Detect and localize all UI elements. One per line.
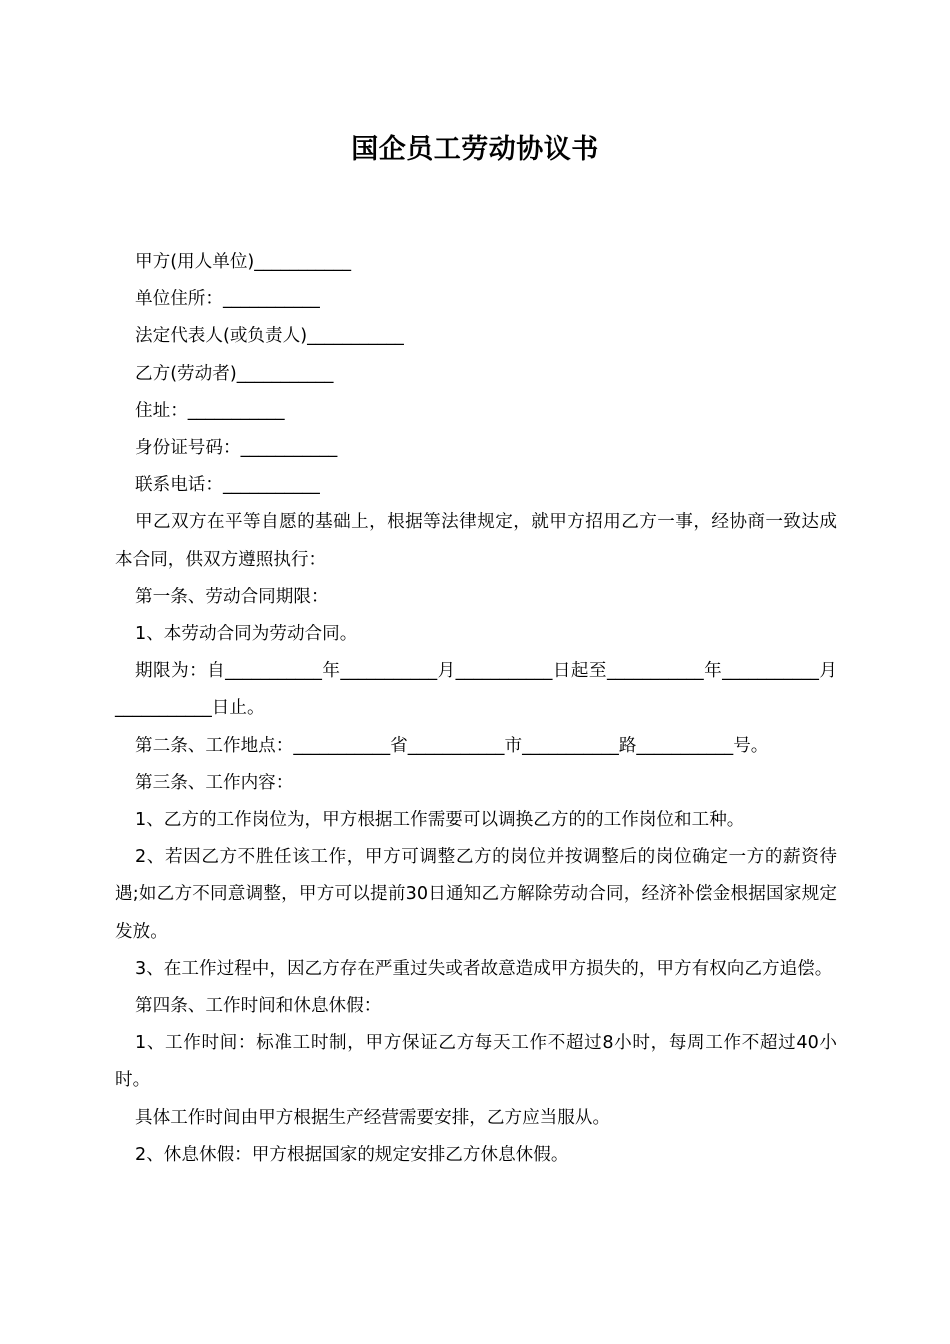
employee-address-line: 住址：___________ [135, 400, 285, 421]
preamble-paragraph: 甲乙双方在平等自愿的基础上，根据等法律规定，就甲方招用乙方一事，经协商一致达成本合同，供双方遵照执行： [115, 512, 837, 570]
article-3-clause-3: 3、在工作过程中，因乙方存在严重过失或者故意造成甲方损失的，甲方有权向乙方追偿。 [135, 958, 833, 979]
article-1-heading: 第一条、劳动合同期限： [135, 586, 329, 607]
contract-term-line: 期限为：自___________年___________月___________日起至___________年___________月___________日止。 [115, 661, 837, 719]
document-body [115, 244, 837, 1174]
document-title: 国企员工劳动协议书 [351, 134, 599, 165]
article-3-clause-2: 2、若因乙方不胜任该工作，甲方可调整乙方的岗位并按调整后的岗位确定一方的薪资待遇;如乙方不同意调整，甲方可以提前30日通知乙方解除劳动合同，经济补偿金根据国家规定发放。 [115, 847, 837, 942]
legal-representative-line: 法定代表人(或负责人)___________ [135, 326, 404, 347]
article-2-work-location: 第二条、工作地点：___________省___________市___________路___________号。 [135, 735, 769, 756]
employer-address-line: 单位住所：___________ [135, 289, 320, 310]
article-4-work-schedule-note: 具体工作时间由甲方根据生产经营需要安排，乙方应当服从。 [135, 1107, 611, 1128]
party-b-employee-line: 乙方(劳动者)___________ [135, 363, 334, 384]
article-4-clause-1: 1、工作时间：标准工时制，甲方保证乙方每天工作不超过8小时，每周工作不超过40小时。 [115, 1033, 837, 1091]
article-4-clause-2: 2、休息休假：甲方根据国家的规定安排乙方休息休假。 [135, 1144, 569, 1165]
article-3-clause-1: 1、乙方的工作岗位为，甲方根据工作需要可以调换乙方的的工作岗位和工种。 [135, 810, 745, 831]
phone-line: 联系电话：___________ [135, 475, 320, 496]
id-number-line: 身份证号码：___________ [135, 438, 338, 459]
article-1-clause-1: 1、本劳动合同为劳动合同。 [135, 624, 358, 645]
article-4-heading: 第四条、工作时间和休息休假： [135, 996, 382, 1017]
article-3-heading: 第三条、工作内容： [135, 772, 294, 793]
party-a-employer-line: 甲方(用人单位)___________ [135, 252, 352, 272]
